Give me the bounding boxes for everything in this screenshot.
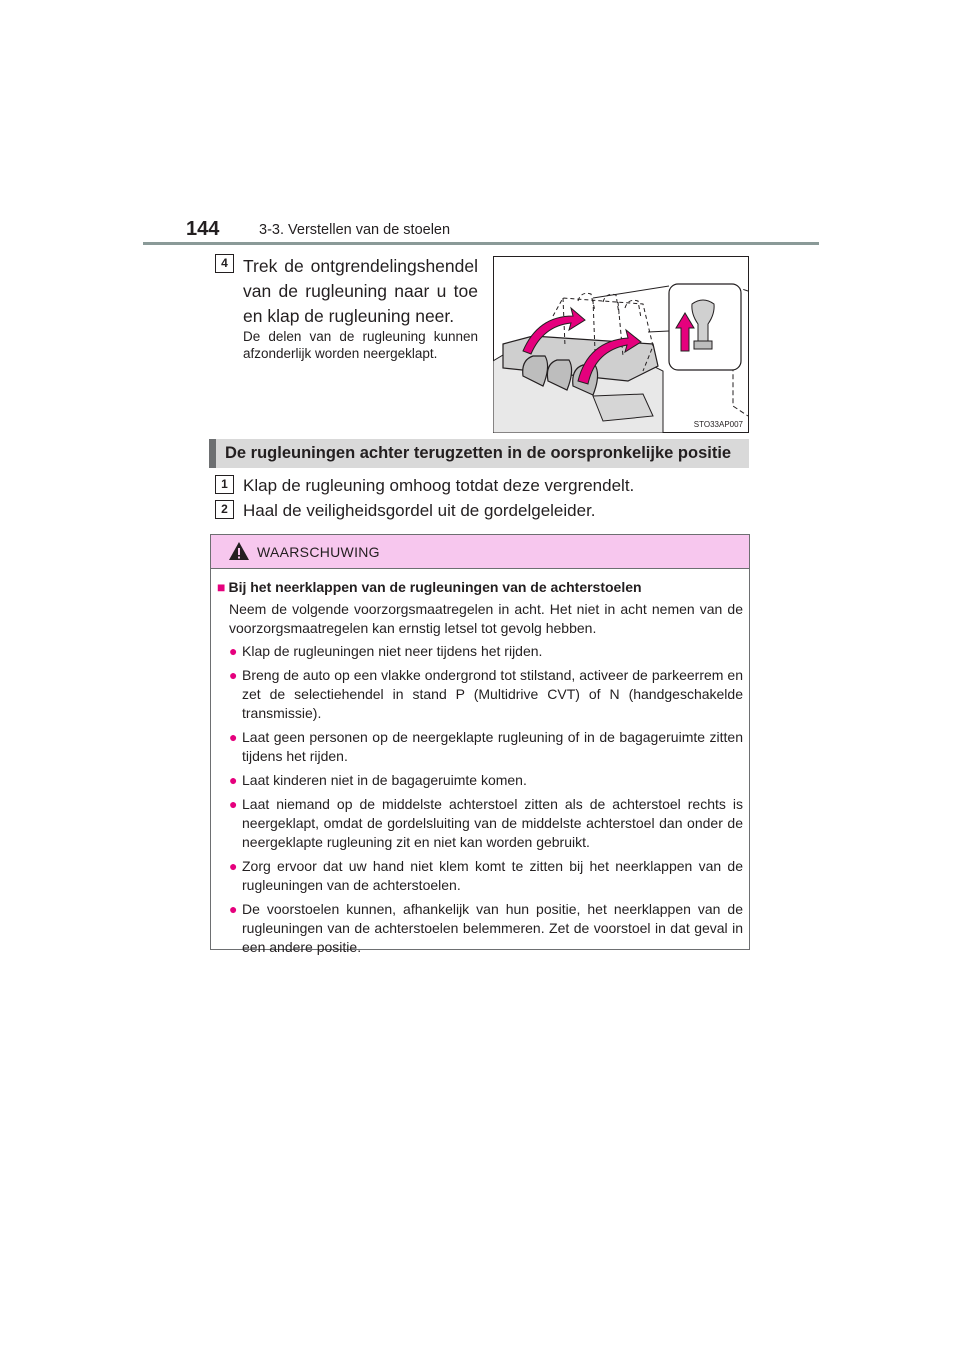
step4-instruction: Trek de ontgrendelingshendel van de rugleuning naar u toe en klap de rugleuning neer.	[243, 256, 478, 326]
warning-heading	[217, 578, 743, 596]
warning-heading-text: Bij het neerklappen van de rugleuningen van de achterstoelen	[228, 579, 642, 595]
section-title: 3-3. Verstellen van de stoelen	[259, 222, 451, 238]
warning-bullet-list	[217, 642, 743, 957]
warning-bullet-text: Laat kinderen niet in de bagageruimte komen.	[242, 772, 527, 788]
warning-box	[210, 534, 750, 955]
warning-bullet-text: De voorstoelen kunnen, afhankelijk van hun positie, het neerklappen van de rugleuningen van de achterstoelen belemmeren. Zet de voorstoel in dat geval in een andere positie.	[242, 901, 743, 955]
return-step-2-text: Haal de veiligheidsgordel uit de gordelgeleider.	[243, 501, 596, 520]
warning-bullet-text: Laat geen personen op de neergeklapte rugleuning of in de bagageruimte zitten tijdens het rijden.	[242, 729, 743, 764]
warning-bullet-text: Klap de rugleuningen niet neer tijdens het rijden.	[242, 643, 543, 659]
bullet-dot-icon: ●	[229, 643, 238, 659]
bullet-dot-icon: ●	[229, 858, 238, 874]
warning-bullet-text: Zorg ervoor dat uw hand niet klem komt te zitten bij het neerklappen van de rugleuningen van de achterstoelen.	[242, 858, 743, 893]
square-marker-icon: ■	[217, 579, 226, 595]
return-step-1-text: Klap de rugleuning omhoog totdat deze vergrendelt.	[243, 476, 635, 495]
return-section-heading: De rugleuningen achter terugzetten in de oorspronkelijke positie	[209, 439, 749, 468]
warning-triangle-icon	[228, 541, 250, 561]
step-badge-1: 1	[215, 475, 234, 494]
illustration-code: STO33AP007	[693, 420, 743, 429]
warning-bullet	[217, 795, 743, 852]
bullet-dot-icon: ●	[229, 901, 238, 917]
warning-bullet	[217, 728, 743, 766]
warning-body	[211, 569, 749, 957]
warning-bullet	[217, 900, 743, 957]
warning-intro: Neem de volgende voorzorgsmaatregelen in acht. Het niet in acht nemen van de voorzorgsmaatregelen kan ernstig letsel tot gevolg hebben.	[229, 601, 743, 636]
step-badge-4: 4	[215, 254, 234, 273]
warning-title: WAARSCHUWING	[257, 544, 380, 560]
warning-header	[211, 535, 749, 569]
warning-bullet-text: Laat niemand op de middelste achterstoel zitten als de achterstoel rechts is neergeklapt, omdat de gordelsluiting van de middelste achterstoel dan onder de neergeklapte rugleuning zit en niet kan worden gebruikt.	[242, 796, 743, 850]
step4-note: De delen van de rugleuning kunnen afzonderlijk worden neergeklapt.	[243, 329, 478, 361]
seat-fold-illustration	[493, 256, 749, 433]
warning-bullet	[217, 857, 743, 895]
step-badge-2: 2	[215, 500, 234, 519]
bullet-dot-icon: ●	[229, 667, 238, 683]
bullet-dot-icon: ●	[229, 796, 238, 812]
warning-bullet	[217, 666, 743, 723]
warning-bullet-text: Breng de auto op een vlakke ondergrond tot stilstand, activeer de parkeerrem en zet de selectiehendel in stand P (Multidrive CVT) of N (handgeschakelde transmissie).	[242, 667, 743, 721]
page-number: 144	[186, 218, 220, 240]
bullet-dot-icon: ●	[229, 729, 238, 745]
bullet-dot-icon: ●	[229, 772, 238, 788]
header-rule	[143, 242, 819, 245]
warning-bullet	[217, 771, 743, 790]
warning-bullet	[217, 642, 743, 661]
